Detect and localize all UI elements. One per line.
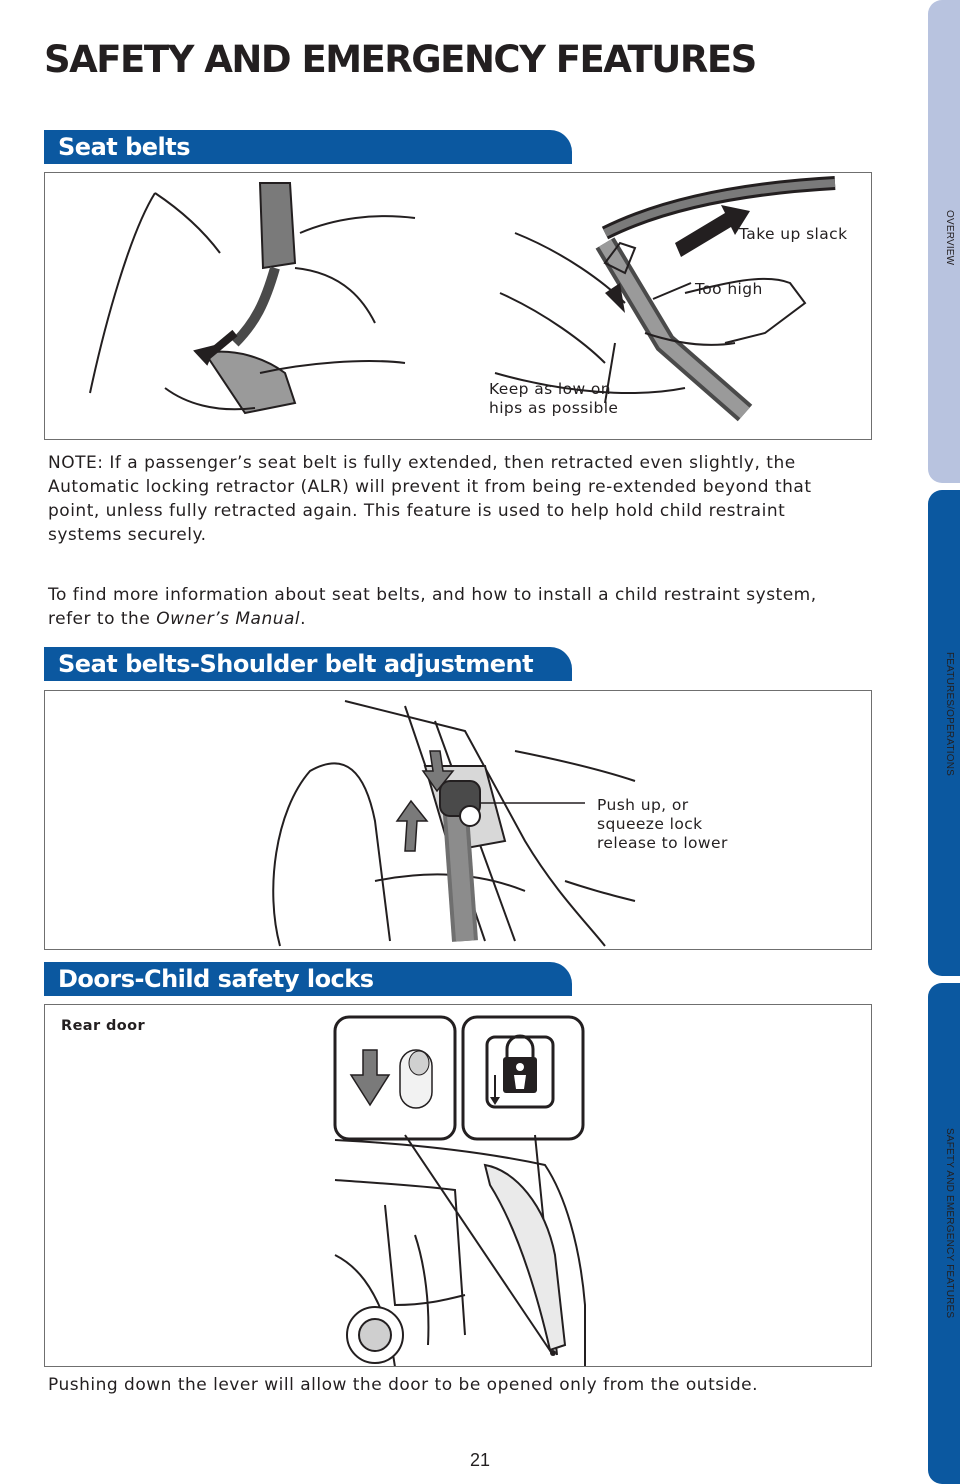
seat-belt-illustration bbox=[44, 172, 872, 440]
child-lock-illustration bbox=[44, 1004, 872, 1367]
seat-belt-more-info bbox=[48, 583, 848, 631]
shoulder-belt-drawing bbox=[45, 691, 872, 950]
child-lock-drawing bbox=[45, 1005, 872, 1367]
section-header-child-locks bbox=[44, 962, 572, 996]
tab-label-safety-emergency: SAFETY AND EMERGENCY FEATURES bbox=[944, 1128, 955, 1319]
section-header-shoulder-belt bbox=[44, 647, 572, 681]
seat-belt-note: NOTE: If a passenger’s seat belt is fully extended, then retracted even slightly, the Automatic locking retractor (ALR) will prevent it from being re-extended beyond that point, unless fully retracted again. This feature is used to help hold child restraint systems securely. bbox=[48, 453, 812, 545]
more-info-suffix: . bbox=[300, 609, 307, 629]
more-info-text: To find more information about seat belts, and how to install a child restraint system, refer to the bbox=[48, 585, 817, 629]
seat-belt-drawing bbox=[45, 173, 872, 440]
callout-push-up: Push up, or squeeze lock release to lower bbox=[597, 796, 728, 852]
page-number: 21 bbox=[469, 1450, 491, 1470]
tab-label-overview: OVERVIEW bbox=[944, 210, 955, 266]
page-title: SAFETY AND EMERGENCY FEATURES bbox=[44, 38, 756, 81]
section-heading: Seat belts bbox=[58, 133, 191, 161]
section-header-seat-belts bbox=[44, 130, 572, 164]
shoulder-belt-illustration bbox=[44, 690, 872, 950]
tab-label-features-operations: FEATURES/OPERATIONS bbox=[944, 652, 955, 777]
callout-too-high: Too high bbox=[695, 280, 763, 298]
rear-door-label: Rear door bbox=[61, 1018, 146, 1034]
child-lock-caption: Pushing down the lever will allow the door to be opened only from the outside. bbox=[48, 1375, 758, 1395]
callout-take-up-slack: Take up slack bbox=[739, 225, 848, 243]
section-heading: Seat belts-Shoulder belt adjustment bbox=[58, 650, 534, 678]
owners-manual-reference: Owner’s Manual bbox=[156, 609, 301, 629]
callout-keep-low: Keep as low on hips as possible bbox=[489, 380, 619, 417]
section-heading: Doors-Child safety locks bbox=[58, 965, 374, 993]
